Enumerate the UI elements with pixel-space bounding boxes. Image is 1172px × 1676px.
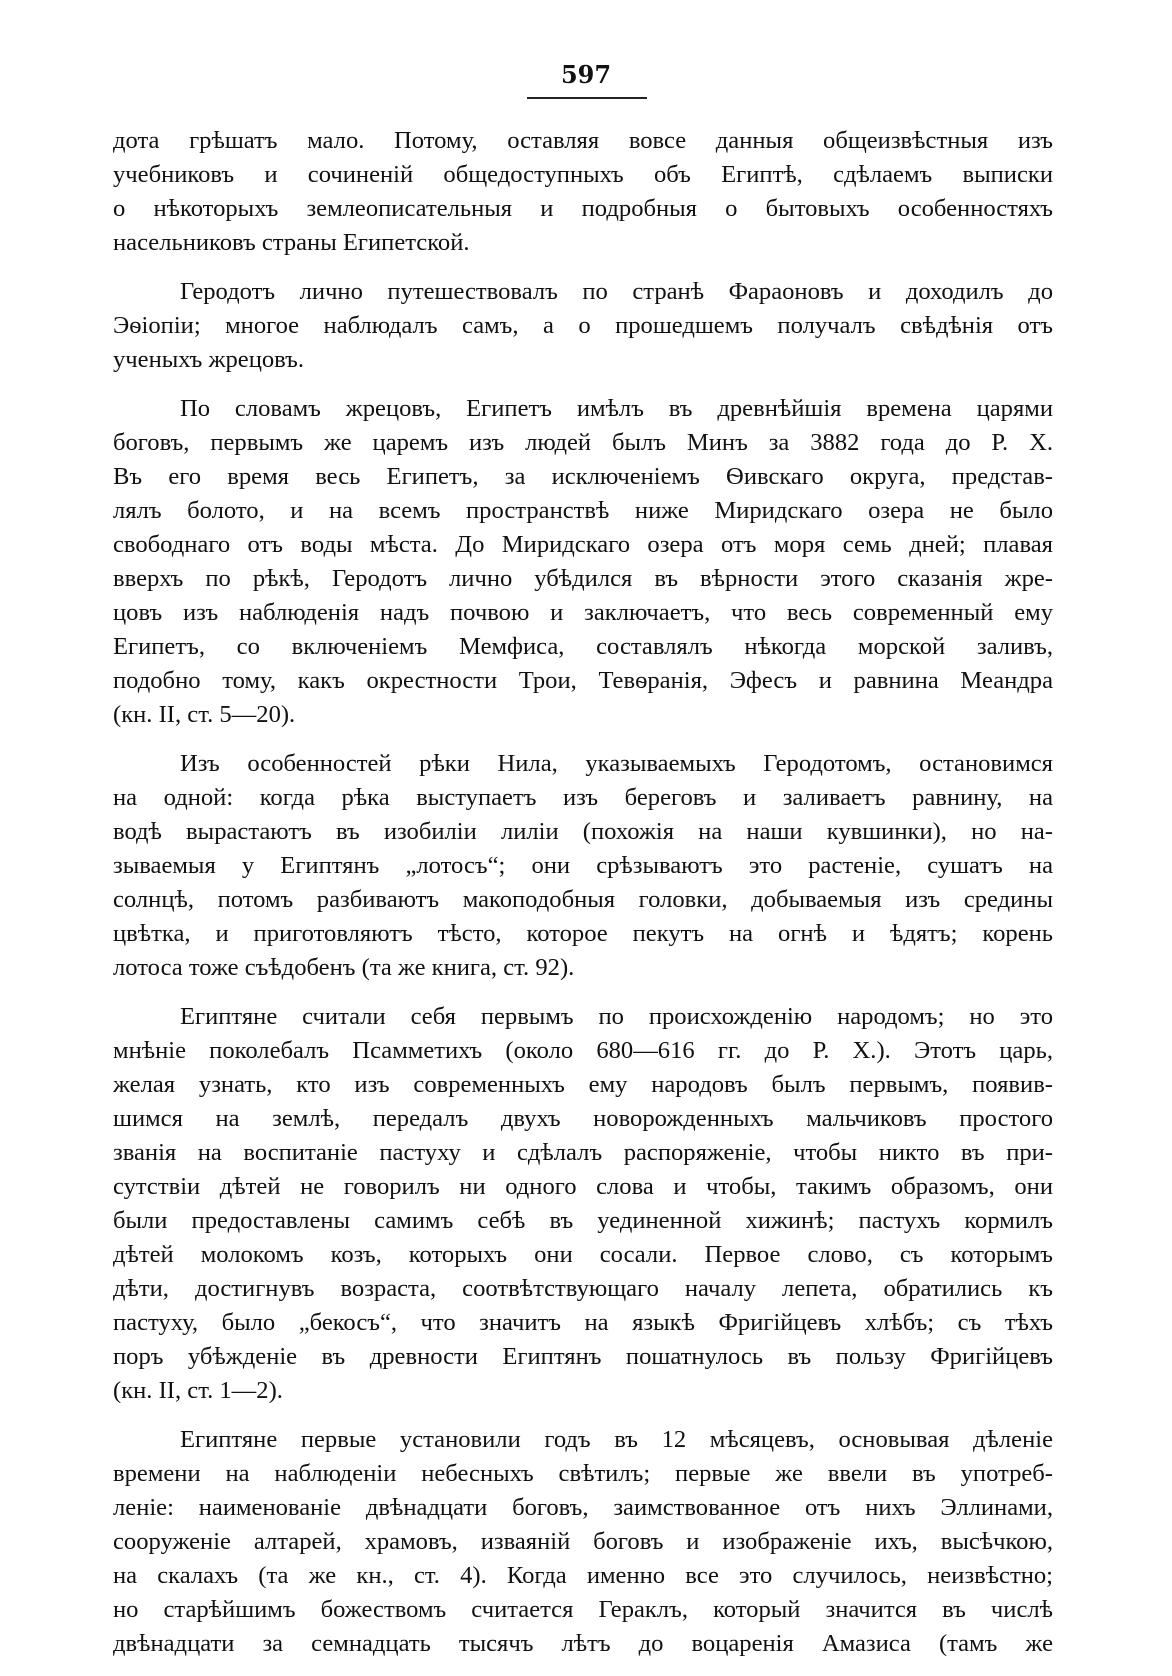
text-line: зываемыя у Египтянъ „лотосъ“; они срѣзываютъ это растеніе, сушатъ на [113,852,1053,879]
text-line: цовъ изъ наблюденія надъ почвою и заключаетъ, что весь современный ему [113,599,1053,626]
text-line: лотоса тоже съѣдобенъ (та же книга, ст. 92). [113,954,575,981]
header-rule [527,97,647,99]
text-line: желая узнать, кто изъ современныхъ ему народовъ былъ первымъ, появив- [113,1071,1053,1098]
text-line: двѣнадцати за семнадцать тысячъ лѣтъ до воцаренія Амазиса (тамъ же [113,1630,1053,1657]
text-line: учебниковъ и сочиненій общедоступныхъ объ Египтѣ, сдѣлаемъ выписки [113,161,1053,188]
text-line: Египтяне считали себя первымъ по происхожденію народомъ; но это [180,1003,1053,1030]
paragraph [113,275,1053,377]
text-line: Египтяне первые установили годъ въ 12 мѣсяцевъ, основывая дѣленіе [180,1426,1053,1453]
text-line: Эѳіопіи; многое наблюдалъ самъ, а о прошедшемъ получалъ свѣдѣнія отъ [113,312,1053,339]
text-line: Въ его время весь Египетъ, за исключеніемъ Ѳивскаго округа, представ- [113,463,1053,490]
text-line: дѣти, достигнувъ возраста, соотвѣтствующаго началу лепета, обратились къ [113,1275,1053,1302]
text-line: По словамъ жрецовъ, Египетъ имѣлъ въ древнѣйшія времена царями [180,395,1053,422]
text-line: были предоставлены самимъ себѣ въ уединенной хижинѣ; пастухъ кормилъ [113,1207,1053,1234]
text-line: ученыхъ жрецовъ. [113,346,305,373]
text-line: пастуху, было „бекосъ“, что значитъ на языкѣ Фригійцевъ хлѣбъ; съ тѣхъ [113,1309,1053,1336]
text-line: боговъ, первымъ же царемъ изъ людей былъ Минъ за 3882 года до Р. Х. [113,429,1053,456]
text-line: шимся на землѣ, передалъ двухъ новорожденныхъ мальчиковъ простого [113,1105,1053,1132]
text-body [113,124,1053,1676]
text-line: но старѣйшимъ божествомъ считается Гераклъ, который значится въ числѣ [113,1596,1053,1623]
text-line: Египетъ, со включеніемъ Мемфиса, составлялъ нѣкогда морской заливъ, [113,633,1053,660]
text-line: на скалахъ (та же кн., ст. 4). Когда именно все это случилось, неизвѣстно; [113,1562,1053,1589]
text-line: званія на воспитаніе пастуху и сдѣлалъ распоряженіе, чтобы никто въ при- [113,1139,1053,1166]
text-line: цвѣтка, и приготовляютъ тѣсто, которое пекутъ на огнѣ и ѣдятъ; корень [113,920,1053,947]
text-line: дѣтей молокомъ козъ, которыхъ они сосали. Первое слово, съ которымъ [113,1241,1053,1268]
paragraph [113,747,1053,985]
text-line: солнцѣ, потомъ разбиваютъ макоподобныя головки, добываемыя изъ средины [113,886,1053,913]
text-line: насельниковъ страны Египетской. [113,229,470,256]
text-line: (кн. II, ст. 5—20). [113,701,296,728]
paragraph [113,124,1053,260]
paragraph [113,1423,1053,1661]
text-line: свободнаго отъ воды мѣста. До Миридскаго озера отъ моря семь дней; плавая [113,531,1053,558]
text-line: поръ убѣжденіе въ древности Египтянъ пошатнулось въ пользу Фригійцевъ [113,1343,1053,1370]
text-line: о нѣкоторыхъ землеописательныя и подробныя о бытовыхъ особенностяхъ [113,195,1053,222]
text-line: мнѣніе поколебалъ Псамметихъ (около 680—616 гг. до Р. Х.). Этотъ царь, [113,1037,1053,1064]
page-number: 597 [560,60,612,89]
text-line: Изъ особенностей рѣки Нила, указываемыхъ Геродотомъ, остановимся [180,750,1053,777]
text-line: (кн. II, ст. 1—2). [113,1377,283,1404]
text-line: на одной: когда рѣка выступаетъ изъ береговъ и заливаетъ равнину, на [113,784,1053,811]
text-line: сутствіи дѣтей не говорилъ ни одного слова и чтобы, такимъ образомъ, они [113,1173,1053,1200]
text-line: леніе: наименованіе двѣнадцати боговъ, заимствованное отъ нихъ Эллинами, [113,1494,1053,1521]
text-line: вверхъ по рѣкѣ, Геродотъ лично убѣдился въ вѣрности этого сказанія жре- [113,565,1053,592]
text-line: лялъ болото, и на всемъ пространствѣ ниже Миридскаго озера не было [113,497,1053,524]
text-line: дота грѣшатъ мало. Потому, оставляя вовсе данныя общеизвѣстныя изъ [113,127,1053,154]
text-line: водѣ вырастаютъ въ изобиліи лиліи (похожія на наши кувшинки), но на- [113,818,1053,845]
text-line: Геродотъ лично путешествовалъ по странѣ Фараоновъ и доходилъ до [180,278,1053,305]
paragraph [113,1000,1053,1408]
paragraph [113,392,1053,732]
text-line: подобно тому, какъ окрестности Трои, Тевѳранія, Эфесъ и равнина Меандра [113,667,1053,694]
text-line: сооруженіе алтарей, храмовъ, изваяній боговъ и изображеніе ихъ, высѣчкою, [113,1528,1053,1555]
text-line: времени на наблюденіи небесныхъ свѣтилъ; первые же ввели въ употреб- [113,1460,1053,1487]
